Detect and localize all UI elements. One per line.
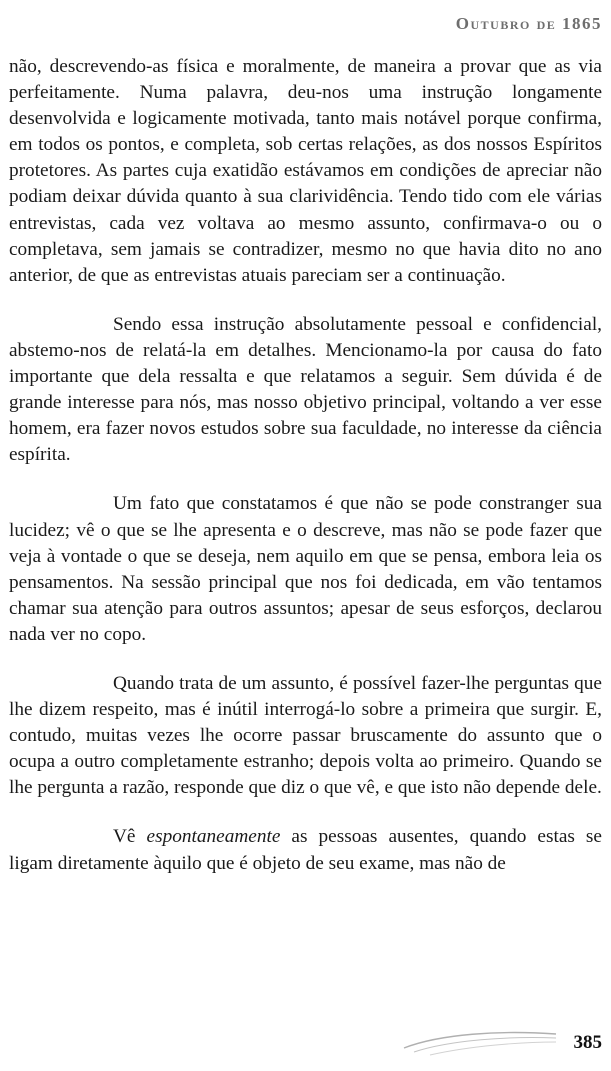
page-number: 385 — [573, 1032, 602, 1053]
italic-emphasis: espontaneamente — [146, 826, 281, 848]
page-body — [9, 54, 602, 900]
running-head: Outubro de 1865 — [455, 14, 602, 33]
paragraph: não, descrevendo-as física e moralmente, de maneira a provar que as via perfeitamente. Numa palavra, deu-nos uma instrução longamente desenvolvida e logicamente motivada, tanto mais notável porque confirma, em todos os pontos, e completa, sob certas relações, as dos nossos Espíritos protetores. As partes cuja exatidão estávamos em condições de apreciar não podiam deixar dúvida quanto à sua clarividência. Tendo tido com ele várias entrevistas, cada vez voltava ao mesmo assunto, confirmava-o ou o completava, sem jamais se contradizer, mesmo no que havia dito no ano anterior, de que as entrevistas atuais pareciam ser a continuação. — [9, 56, 602, 286]
paragraph-text: as pessoas ausentes, quando estas se ligam diretamente àquilo que é objeto de seu exame, mas não de — [9, 826, 602, 874]
decorative-swoosh-icon — [400, 1024, 560, 1060]
paragraph: Sendo essa instrução absolutamente pessoal e confidencial, abstemo-nos de relatá-la em detalhes. Mencionamo-la por causa do fato importante que dela ressalta e que relatamos a seguir. Sem dúvida é de grande interesse para nós, mas nosso objetivo principal, voltando a ver esse homem, era fazer novos estudos sobre sua faculdade, no interesse da ciência espírita. — [9, 313, 602, 466]
paragraph: Quando trata de um assunto, é possível fazer-lhe perguntas que lhe dizem respeito, mas é inútil interrogá-lo sobre a primeira que surgir. E, contudo, muitas vezes lhe ocorre passar bruscamente do assunto que o ocupa a outro completamente estranho; depois volta ao primeiro. Quando se lhe pergunta a razão, responde que diz o que vê, e que isto não depende dele. — [9, 672, 602, 799]
paragraph: Um fato que constatamos é que não se pode constranger sua lucidez; vê o que se lhe apresenta e o descreve, mas não se pode fazer que veja à vontade o que se deseja, nem aquilo em que se pensa, embora leia os pensamentos. Na sessão principal que nos foi dedicada, em vão tentamos chamar sua atenção para outros assuntos; apesar de seus esforços, declarou nada ver no copo. — [9, 493, 602, 645]
paragraph-text: Vê — [113, 826, 147, 848]
paragraph — [9, 824, 602, 876]
